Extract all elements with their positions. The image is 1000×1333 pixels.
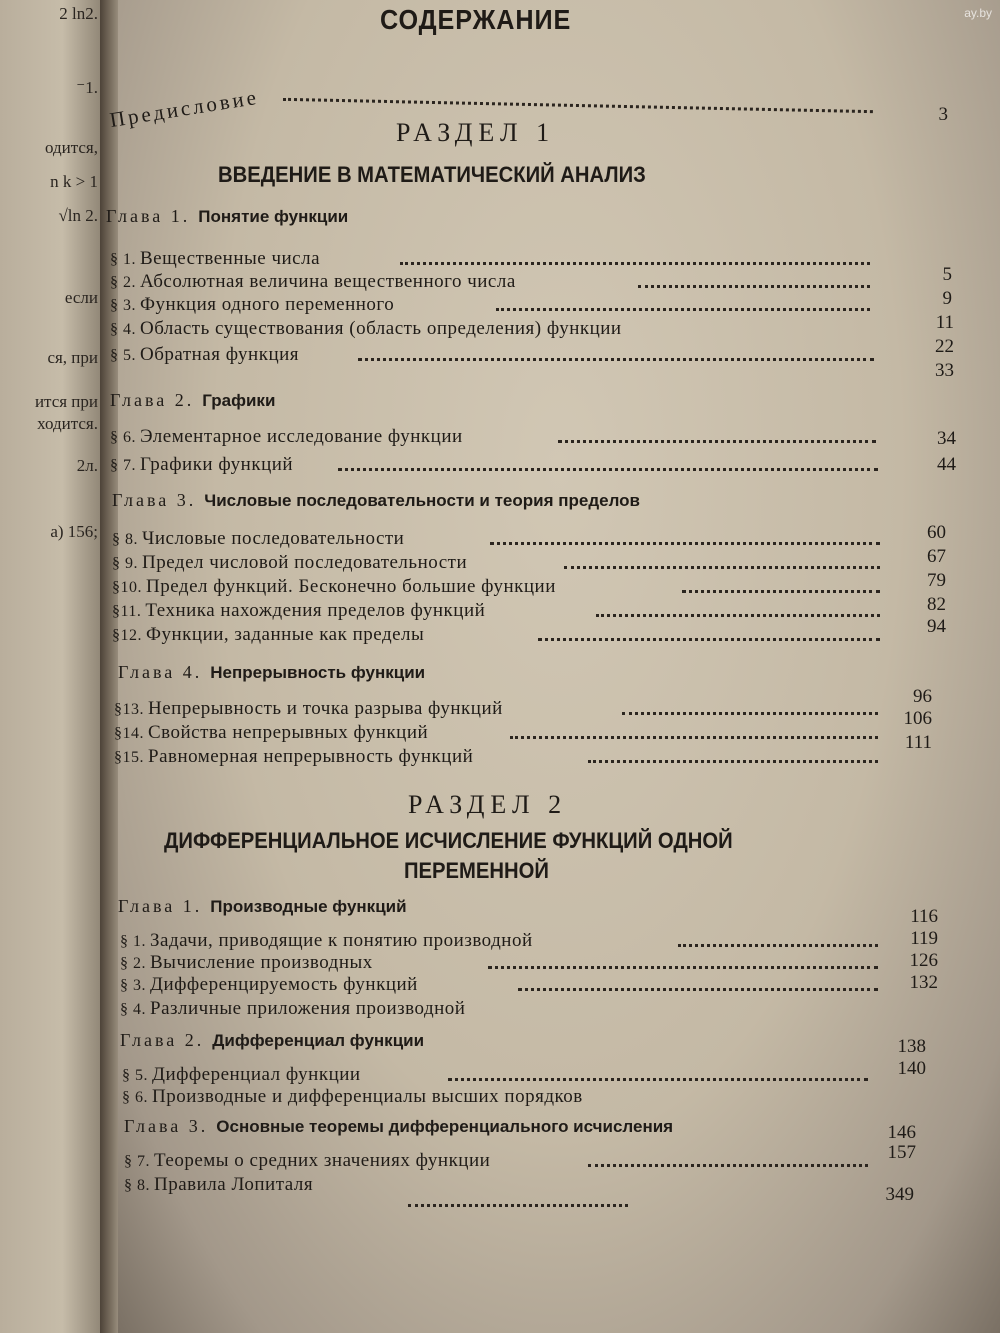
dot-leader	[682, 586, 880, 593]
chapter-name: Графики	[202, 391, 276, 410]
chapter-name: Производные функций	[210, 897, 407, 916]
chapter-name: Основные теоремы дифференциального исчисления	[216, 1117, 674, 1136]
chapter-name: Числовые последовательности и теория пределов	[204, 491, 640, 510]
page-number: 119	[910, 928, 938, 949]
dot-leader	[338, 464, 878, 471]
section-heading: РАЗДЕЛ 2	[408, 790, 568, 819]
chapter-heading	[118, 896, 407, 917]
item-title: Производные и дифференциалы высших порядков	[152, 1086, 583, 1107]
section-title: ДИФФЕРЕНЦИАЛЬНОЕ ИСЧИСЛЕНИЕ ФУНКЦИЙ ОДНОЙ	[164, 828, 733, 853]
toc-item	[124, 1150, 490, 1172]
item-title: Числовые последовательности	[142, 528, 405, 549]
page-number: 44	[937, 454, 956, 475]
page-number: 349	[885, 1184, 914, 1205]
item-title: Область существования (область определения) функции	[140, 318, 622, 339]
item-number: §12.	[112, 627, 142, 644]
toc-item	[110, 248, 320, 270]
section-title: ВВЕДЕНИЕ В МАТЕМАТИЧЕСКИЙ АНАЛИЗ	[218, 162, 646, 187]
left-fragment: ходится.	[37, 414, 98, 433]
toc-item	[114, 722, 428, 744]
toc-item	[120, 952, 373, 974]
toc-item	[122, 1064, 361, 1086]
left-fragment: 2 ln2.	[59, 4, 98, 23]
dot-leader	[596, 610, 880, 617]
item-number: § 7.	[124, 1153, 150, 1170]
item-number: §10.	[112, 579, 142, 596]
chapter-heading	[124, 1116, 673, 1137]
item-title: Графики функций	[140, 454, 294, 475]
item-number: § 5.	[110, 347, 136, 364]
toc-item	[112, 624, 424, 646]
toc-item	[120, 998, 465, 1020]
item-number: §14.	[114, 725, 144, 742]
item-title: Теоремы о средних значениях функции	[154, 1150, 491, 1171]
chapter-label: Глава 4.	[118, 662, 203, 682]
page-number: 140	[897, 1058, 926, 1079]
item-number: §13.	[114, 701, 144, 718]
page-number: 146	[887, 1122, 916, 1143]
toc-item	[112, 576, 556, 598]
section-title: ПЕРЕМЕННОЙ	[404, 858, 549, 883]
chapter-name: Непрерывность функции	[210, 663, 426, 682]
toc-item	[110, 318, 622, 340]
left-fragment: n k > 1	[50, 172, 98, 191]
dot-leader	[518, 984, 878, 991]
toc-item	[110, 426, 463, 448]
item-title: Элементарное исследование функции	[140, 426, 463, 447]
item-number: § 2.	[110, 274, 136, 291]
preface-label: Предисловие	[108, 84, 261, 133]
toc-item	[110, 344, 299, 366]
item-title: Вычисление производных	[150, 952, 373, 973]
item-number: § 8.	[124, 1177, 150, 1194]
item-number: § 3.	[120, 977, 146, 994]
item-title: Равномерная непрерывность функций	[148, 746, 474, 767]
page-number: 138	[897, 1036, 926, 1057]
left-fragment: √ln 2.	[58, 206, 98, 225]
item-title: Непрерывность и точка разрыва функций	[148, 698, 503, 719]
item-number: §11.	[112, 603, 142, 620]
chapter-name: Понятие функции	[198, 207, 349, 226]
dot-leader	[564, 562, 880, 569]
chapter-label: Глава 2.	[120, 1030, 205, 1050]
chapter-name: Дифференциал функции	[212, 1031, 425, 1050]
dot-leader	[448, 1074, 868, 1081]
item-number: § 2.	[120, 955, 146, 972]
left-fragment: ся, при	[47, 348, 98, 367]
page-number: 126	[909, 950, 938, 971]
chapter-heading	[120, 1030, 424, 1051]
dot-leader	[510, 732, 878, 739]
dot-leader	[622, 708, 878, 715]
dot-leader	[638, 281, 870, 288]
toc-item	[120, 930, 533, 952]
chapter-label: Глава 3.	[112, 490, 197, 510]
page-number: 22	[935, 336, 954, 357]
left-fragment: ⁻1.	[76, 78, 98, 97]
toc-item	[112, 552, 467, 574]
dot-leader	[358, 354, 874, 361]
left-page-fragment	[0, 0, 104, 1333]
toc-item	[114, 698, 503, 720]
toc-item	[114, 746, 473, 768]
watermark: ay.by	[964, 6, 992, 20]
page-number: 132	[909, 972, 938, 993]
chapter-heading	[118, 662, 425, 683]
dot-leader	[408, 1200, 628, 1207]
item-number: § 4.	[110, 321, 136, 338]
item-number: § 8.	[112, 531, 138, 548]
item-number: § 4.	[120, 1001, 146, 1018]
page-number: 157	[887, 1142, 916, 1163]
page-number: 33	[935, 360, 954, 381]
left-fragment: ится при	[34, 392, 98, 411]
toc-item	[124, 1174, 313, 1196]
item-title: Дифференциал функции	[152, 1064, 361, 1085]
item-number: § 5.	[122, 1067, 148, 1084]
left-fragment: а) 156;	[50, 522, 98, 541]
item-number: § 1.	[120, 933, 146, 950]
page-number: 116	[910, 906, 938, 927]
toc-item	[110, 454, 293, 476]
item-title: Предел числовой последовательности	[142, 552, 468, 573]
page-title: СОДЕРЖАНИЕ	[380, 4, 572, 35]
item-number: § 7.	[110, 457, 136, 474]
left-fragment: одится,	[44, 138, 98, 157]
page-number: 111	[904, 732, 932, 753]
item-number: § 9.	[112, 555, 138, 572]
dot-leader	[496, 304, 870, 311]
page-number: 34	[937, 428, 956, 449]
item-number: §15.	[114, 749, 144, 766]
item-title: Обратная функция	[140, 344, 300, 365]
item-title: Предел функций. Бесконечно большие функции	[146, 576, 556, 597]
dot-leader	[490, 538, 880, 545]
chapter-heading	[106, 206, 348, 227]
item-title: Задачи, приводящие к понятию производной	[150, 930, 533, 951]
preface-page: 3	[938, 104, 948, 125]
dot-leader	[588, 756, 878, 763]
chapter-label: Глава 3.	[124, 1116, 209, 1136]
page-number: 96	[913, 686, 932, 707]
item-number: § 1.	[110, 251, 136, 268]
page-number: 9	[942, 288, 952, 309]
item-title: Абсолютная величина вещественного числа	[140, 271, 516, 292]
page-number: 11	[935, 312, 954, 333]
item-title: Вещественные числа	[140, 248, 321, 269]
item-title: Правила Лопиталя	[154, 1174, 314, 1195]
toc-item	[122, 1086, 583, 1108]
item-title: Функции, заданные как пределы	[146, 624, 425, 645]
item-title: Дифференцируемость функций	[150, 974, 418, 995]
item-title: Свойства непрерывных функций	[148, 722, 429, 743]
item-number: § 3.	[110, 297, 136, 314]
left-fragment: если	[64, 288, 98, 307]
dot-leader	[400, 258, 870, 265]
toc-item	[120, 974, 418, 996]
chapter-heading	[110, 390, 275, 411]
page-number: 60	[927, 522, 946, 543]
item-title: Различные приложения производной	[150, 998, 466, 1019]
dot-leader	[588, 1160, 868, 1167]
dot-leader	[488, 962, 878, 969]
page-number: 5	[942, 264, 952, 285]
page-number: 94	[927, 616, 946, 637]
page-number: 82	[927, 594, 946, 615]
chapter-label: Глава 2.	[110, 390, 195, 410]
item-number: § 6.	[110, 429, 136, 446]
dot-leader	[678, 940, 878, 947]
dot-leader	[558, 436, 876, 443]
section-heading: РАЗДЕЛ 1	[396, 118, 556, 147]
chapter-label: Глава 1.	[118, 896, 203, 916]
toc-page	[106, 0, 1000, 1333]
toc-item	[110, 271, 516, 293]
page-number: 79	[927, 570, 946, 591]
toc-item	[110, 294, 394, 316]
page-number: 106	[903, 708, 932, 729]
chapter-label: Глава 1.	[106, 206, 191, 226]
item-title: Функция одного переменного	[140, 294, 395, 315]
page-number: 67	[927, 546, 946, 567]
dot-leader	[283, 94, 873, 113]
toc-item	[112, 528, 404, 550]
left-fragment: 2л.	[76, 456, 98, 475]
chapter-heading	[112, 490, 640, 511]
item-number: § 6.	[122, 1089, 148, 1106]
dot-leader	[538, 634, 880, 641]
toc-item	[112, 600, 485, 622]
item-title: Техника нахождения пределов функций	[145, 600, 486, 621]
